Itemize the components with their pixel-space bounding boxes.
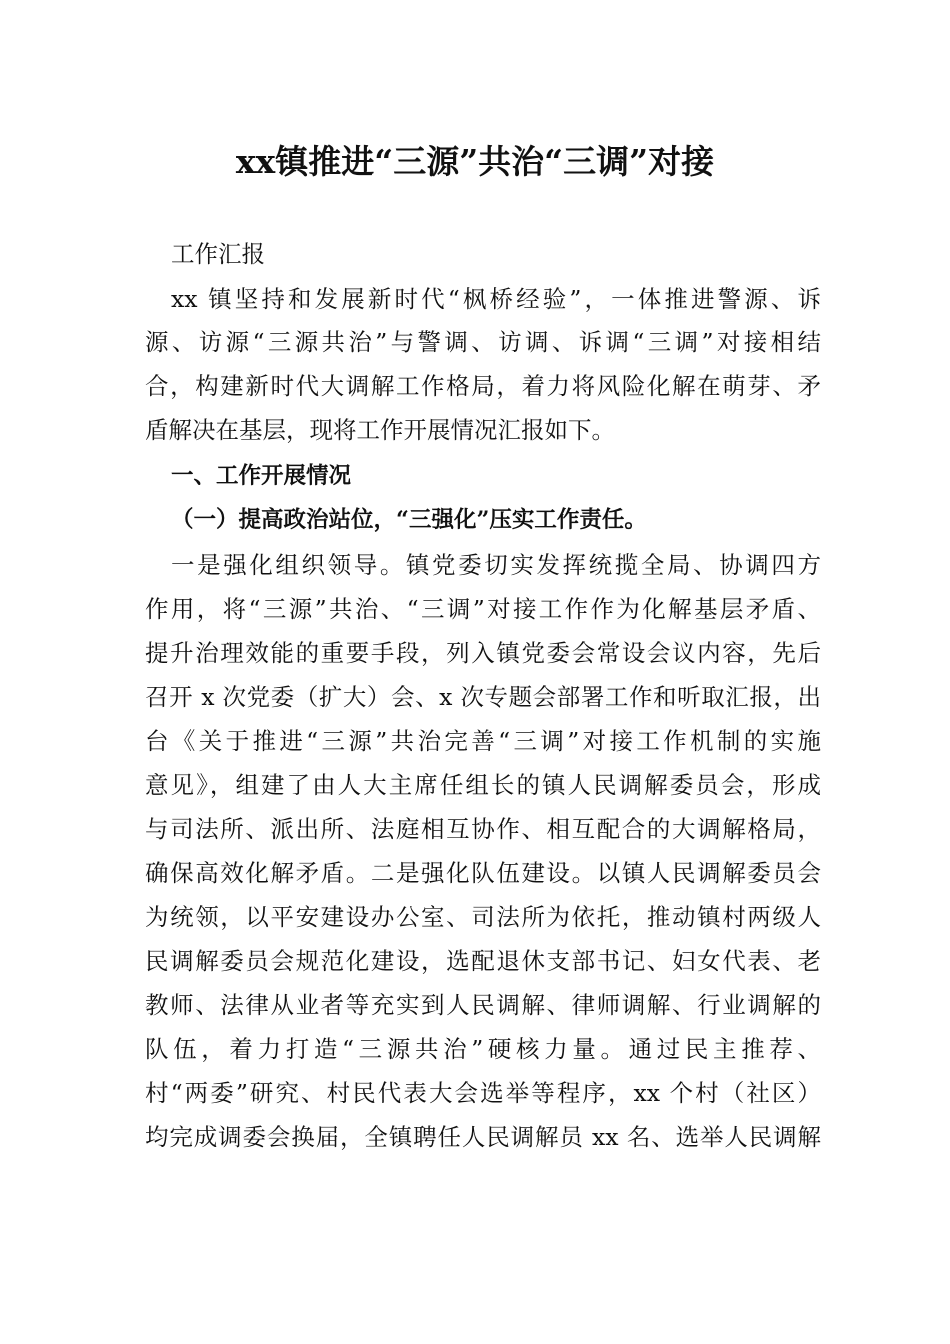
- intro-line: 合，构建新时代大调解工作格局，着力将风险化解在萌芽、矛: [145, 372, 821, 400]
- intro-line: 源、访源“三源共治”与警调、访调、诉调“三调”对接相结: [145, 328, 821, 356]
- body-line: 与司法所、派出所、法庭相互协作、相互配合的大调解格局，: [145, 815, 821, 843]
- document-subtitle: 工作汇报: [171, 240, 265, 268]
- body-line: 村“两委”研究、村民代表大会选举等程序，xx 个村（社区）: [145, 1079, 821, 1107]
- body-line: 教师、法律从业者等充实到人民调解、律师调解、行业调解的: [145, 991, 821, 1019]
- body-line: 作用，将“三源”共治、“三调”对接工作作为化解基层矛盾、: [145, 595, 821, 623]
- body-line: 均完成调委会换届，全镇聘任人民调解员 xx 名、选举人民调解: [145, 1123, 821, 1151]
- document-title: xx镇推进“三源”共治“三调”对接: [235, 142, 715, 181]
- section-heading: 一、工作开展情况: [171, 463, 352, 489]
- body-line: 民调解委员会规范化建设，选配退休支部书记、妇女代表、老: [145, 947, 821, 975]
- subsection-heading: （一）提高政治站位，“三强化”压实工作责任。: [171, 507, 647, 533]
- body-line: 意见》，组建了由人大主席任组长的镇人民调解委员会，形成: [145, 771, 821, 799]
- body-line: 确保高效化解矛盾。二是强化队伍建设。以镇人民调解委员会: [145, 859, 821, 887]
- body-line: 队伍，着力打造“三源共治”硬核力量。通过民主推荐、: [145, 1035, 821, 1063]
- intro-line: 盾解决在基层，现将工作开展情况汇报如下。: [145, 416, 615, 444]
- body-line: 一是强化组织领导。镇党委切实发挥统揽全局、协调四方: [171, 551, 821, 579]
- body-line: 为统领，以平安建设办公室、司法所为依托，推动镇村两级人: [145, 903, 821, 931]
- body-line: 召开 x 次党委（扩大）会、x 次专题会部署工作和听取汇报，出: [145, 683, 821, 711]
- intro-line: xx 镇坚持和发展新时代“枫桥经验”，一体推进警源、诉: [171, 285, 821, 313]
- body-line: 台《关于推进“三源”共治完善“三调”对接工作机制的实施: [145, 727, 821, 755]
- body-line: 提升治理效能的重要手段，列入镇党委会常设会议内容，先后: [145, 639, 821, 667]
